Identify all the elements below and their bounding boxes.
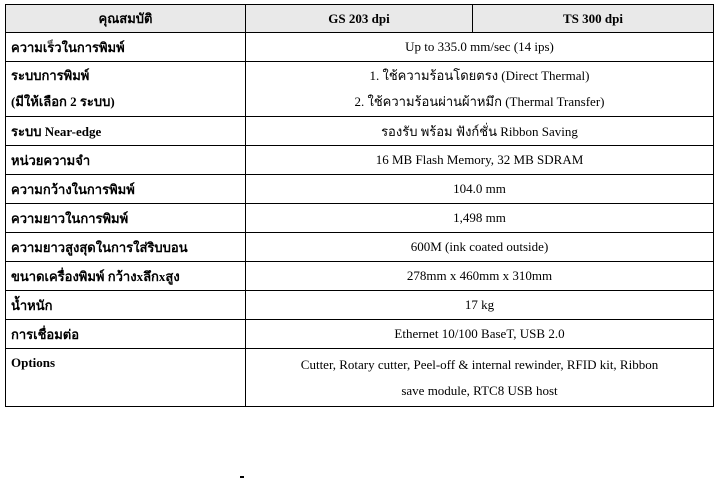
row-label-print-length: ความยาวในการพิมพ์	[6, 204, 246, 233]
row-label-print-speed: ความเร็วในการพิมพ์	[6, 33, 246, 62]
row-value-weight: 17 kg	[246, 291, 714, 320]
table-row	[6, 62, 714, 117]
row-value-print-method	[246, 62, 714, 117]
row-value-print-width: 104.0 mm	[246, 175, 714, 204]
table-row	[6, 146, 714, 175]
row-label-options: Options	[6, 349, 246, 407]
row-label-weight: น้ำหนัก	[6, 291, 246, 320]
row-value-print-length: 1,498 mm	[246, 204, 714, 233]
print-method-value-line-2: 2. ใช้ความร้อนผ่านผ้าหมึก (Thermal Transfer)	[354, 94, 605, 109]
print-method-label-line-1: ระบบการพิมพ์	[11, 68, 90, 83]
table-row	[6, 262, 714, 291]
options-value-line-1: Cutter, Rotary cutter, Peel-off & internal rewinder, RFID kit, Ribbon	[300, 356, 659, 372]
row-value-interface: Ethernet 10/100 BaseT, USB 2.0	[246, 320, 714, 349]
row-label-interface: การเชื่อมต่อ	[6, 320, 246, 349]
row-label-memory: หน่วยความจำ	[6, 146, 246, 175]
table-row	[6, 175, 714, 204]
row-label-near-edge: ระบบ Near-edge	[6, 117, 246, 146]
row-label-ribbon-length: ความยาวสูงสุดในการใส่ริบบอน	[6, 233, 246, 262]
table-header-row	[6, 5, 714, 33]
header-gs-203dpi: GS 203 dpi	[246, 5, 473, 33]
header-feature: คุณสมบัติ	[6, 5, 246, 33]
row-value-print-speed: Up to 335.0 mm/sec (14 ips)	[246, 33, 714, 62]
print-method-value-line-1: 1. ใช้ความร้อนโดยตรง (Direct Thermal)	[369, 68, 590, 83]
row-value-memory: 16 MB Flash Memory, 32 MB SDRAM	[246, 146, 714, 175]
row-value-options	[246, 349, 714, 407]
ink-mark	[240, 476, 244, 478]
page-bottom-edge	[0, 476, 722, 482]
spec-table	[5, 4, 714, 407]
table-row	[6, 291, 714, 320]
table-row	[6, 33, 714, 62]
header-ts-300dpi: TS 300 dpi	[473, 5, 714, 33]
row-label-dimensions: ขนาดเครื่องพิมพ์ กว้างxลึกxสูง	[6, 262, 246, 291]
row-value-near-edge: รองรับ พร้อม ฟังก์ชั่น Ribbon Saving	[246, 117, 714, 146]
print-method-label-line-2: (มีให้เลือก 2 ระบบ)	[11, 94, 115, 109]
table-row	[6, 349, 714, 407]
table-row	[6, 117, 714, 146]
row-value-ribbon-length: 600M (ink coated outside)	[246, 233, 714, 262]
table-row	[6, 233, 714, 262]
table-row	[6, 320, 714, 349]
table-row	[6, 204, 714, 233]
row-value-dimensions: 278mm x 460mm x 310mm	[246, 262, 714, 291]
options-value-line-2: save module, RTC8 USB host	[401, 382, 558, 398]
row-label-print-width: ความกว้างในการพิมพ์	[6, 175, 246, 204]
row-label-print-method	[6, 62, 246, 117]
